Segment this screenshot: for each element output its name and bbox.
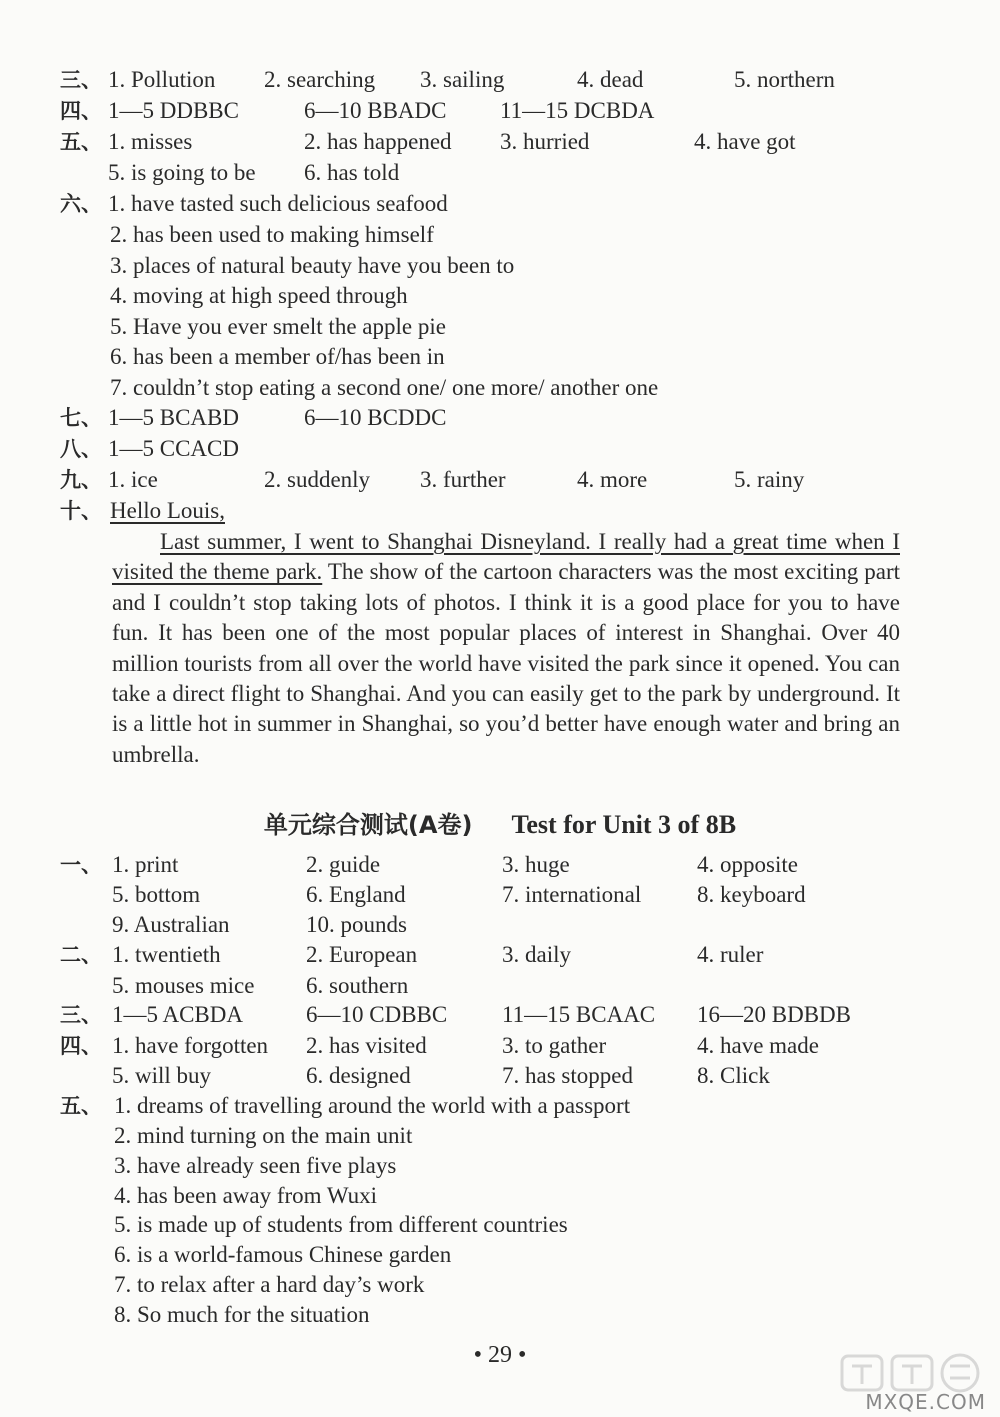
answer: 6—10 BCDDC: [304, 405, 447, 430]
answer: 16—20 BDBDB: [697, 1002, 851, 1027]
section-number: 十、: [60, 499, 102, 523]
answer: 1. ice: [108, 467, 158, 492]
answer: 2. guide: [306, 852, 381, 877]
section-number: 七、: [60, 406, 102, 430]
answer: 5. Have you ever smelt the apple pie: [110, 314, 446, 339]
answer: 2. has happened: [304, 129, 452, 154]
section-number: 五、: [60, 130, 102, 154]
answer: 3. further: [420, 467, 506, 492]
answer: 6. is a world-famous Chinese garden: [114, 1242, 452, 1267]
answer: 2. has been used to making himself: [110, 222, 434, 247]
title-chinese: 单元综合测试(A卷): [263, 811, 473, 839]
answer: 4. have made: [697, 1033, 819, 1058]
answer: 4. ruler: [697, 942, 764, 967]
answer: 1. dreams of travelling around the world with a passport: [114, 1093, 631, 1118]
answer: 5. will buy: [112, 1063, 212, 1088]
section-number: 四、: [60, 1034, 102, 1058]
answer: 6. England: [306, 882, 406, 907]
section-number: 六、: [60, 192, 102, 216]
section-number: 一、: [60, 853, 102, 877]
answer: 4. have got: [694, 129, 796, 154]
answer: 4. more: [577, 467, 648, 492]
letter-body: [112, 527, 900, 770]
section-number: 二、: [60, 943, 102, 967]
answer: 1—5 ACBDA: [112, 1002, 243, 1027]
answer: 1—5 CCACD: [108, 436, 239, 461]
answer: 5. bottom: [112, 882, 201, 907]
answer: 11—15 BCAAC: [502, 1002, 656, 1027]
answer: 10. pounds: [306, 912, 407, 937]
answer: 1. have forgotten: [112, 1033, 269, 1058]
answer: 2. suddenly: [264, 467, 371, 492]
section-number: 三、: [60, 68, 102, 92]
answer: 4. dead: [577, 67, 644, 92]
answer: 6. southern: [306, 973, 409, 998]
answer: 3. sailing: [420, 67, 505, 92]
section-number: 九、: [60, 468, 102, 492]
answer: 4. opposite: [697, 852, 798, 877]
answer: 3. huge: [502, 852, 570, 877]
page-number: • 29 •: [473, 1342, 527, 1368]
answer: 3. to gather: [502, 1033, 607, 1058]
answer: 8. Click: [697, 1063, 770, 1088]
answer: 3. places of natural beauty have you been to: [110, 253, 515, 278]
answer: 8. So much for the situation: [114, 1302, 370, 1327]
letter-underlined-sentences: Last summer, I went to Shanghai Disneyland. I really had a great time when I visited the theme park.: [112, 529, 900, 585]
answer: 6. has told: [304, 160, 400, 185]
answer: 6—10 CDBBC: [306, 1002, 448, 1027]
answer: 1. have tasted such delicious seafood: [108, 191, 448, 216]
section-number: 四、: [60, 99, 102, 123]
watermark-text: MXQE.COM: [865, 1390, 986, 1414]
answer: 4. has been away from Wuxi: [114, 1183, 378, 1208]
section-number: 五、: [60, 1094, 102, 1118]
answer: 2. has visited: [306, 1033, 427, 1058]
answer: 1. twentieth: [112, 942, 221, 967]
letter-text: The show of the cartoon characters was the most exciting part and I couldn’t stop taking lots of photos. I think it is a good place for you to have fun. It has been one of the most popular places of interest in Shanghai. Over 40 million tourists from all over the world have visited the park since it opened. You can take a direct flight to Shanghai. And you can easily get to the park by underground. It is a little hot in summer in Shanghai, so you’d better have enough water and bring an umbrella.: [112, 559, 900, 767]
answer: 3. have already seen five plays: [114, 1153, 397, 1178]
section-number: 三、: [60, 1003, 102, 1027]
answer: 5. northern: [734, 67, 835, 92]
answer: 11—15 DCBDA: [500, 98, 655, 123]
answer: 3. daily: [502, 942, 571, 967]
answer: 3. hurried: [500, 129, 590, 154]
answer: 8. keyboard: [697, 882, 806, 907]
answer: 5. is going to be: [108, 160, 256, 185]
answer: 7. has stopped: [502, 1063, 633, 1088]
answer: 1. Pollution: [108, 67, 216, 92]
answer: 2. mind turning on the main unit: [114, 1123, 413, 1148]
answer: 1. misses: [108, 129, 193, 154]
answer: 5. is made up of students from different countries: [114, 1212, 568, 1237]
answer: 5. mouses mice: [112, 973, 255, 998]
answer: 1—5 DDBBC: [108, 98, 239, 123]
section-number: 八、: [60, 437, 102, 461]
answer: 9. Australian: [112, 912, 230, 937]
answer: 6. has been a member of/has been in: [110, 344, 445, 369]
answer: 1—5 BCABD: [108, 405, 239, 430]
answer: 2. searching: [264, 67, 376, 92]
answer: 6. designed: [306, 1063, 411, 1088]
title-english: Test for Unit 3 of 8B: [511, 810, 737, 839]
answer: 5. rainy: [734, 467, 805, 492]
letter-greeting: Hello Louis,: [110, 498, 225, 523]
answer: 7. to relax after a hard day’s work: [114, 1272, 425, 1297]
answer: 2. European: [306, 942, 418, 967]
answer: 1. print: [112, 852, 179, 877]
answer: 6—10 BBADC: [304, 98, 447, 123]
answer: 7. international: [502, 882, 642, 907]
answer: 7. couldn’t stop eating a second one/ one more/ another one: [110, 375, 659, 400]
page-title: [0, 808, 1000, 842]
answer: 4. moving at high speed through: [110, 283, 408, 308]
